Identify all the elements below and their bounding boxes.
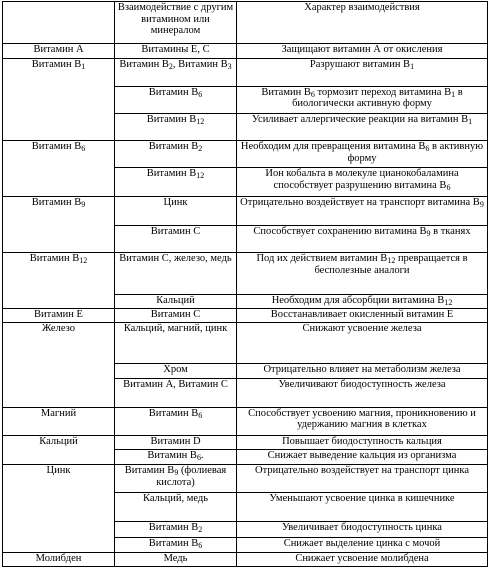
table-row xyxy=(3,407,488,435)
partner-cell: Кальций xyxy=(115,294,237,308)
header-cell-partner: Взаимодействие с другим витамином или минералом xyxy=(115,2,237,44)
partner-cell: Витамины Е, С xyxy=(115,44,237,58)
effect-cell: Отрицательно воздействует на транспорт цинка xyxy=(237,465,488,493)
nutrient-cell: Витамин $В_6$ xyxy=(3,141,115,196)
table-row xyxy=(3,44,488,58)
nutrient-cell: Витамин $В_{12}$ xyxy=(3,253,115,308)
partner-cell: Витамин $В_{12}$ xyxy=(115,113,237,140)
partner-cell: Витамин $В_6$ xyxy=(115,537,237,552)
table-row xyxy=(3,253,488,294)
effect-cell: Восстанавливает окисленный витамин Е xyxy=(237,308,488,322)
partner-cell: Витамин $В_2$ xyxy=(115,141,237,168)
nutrient-cell: Магний xyxy=(3,407,115,435)
effect-cell: Уменьшают усвоение цинка в кишечнике xyxy=(237,493,488,521)
nutrient-cell: Витамин $В_9$ xyxy=(3,196,115,252)
table-body xyxy=(3,2,488,567)
effect-cell: Усиливает аллергические реакции на витамин $В_1$ xyxy=(237,113,488,140)
nutrient-cell: Цинк xyxy=(3,465,115,553)
header-cell-effect: Характер взаимодействия xyxy=(237,2,488,44)
partner-cell: Витамин $В_6$ xyxy=(115,407,237,435)
effect-cell: Витамин $В_6$ тормозит переход витамина $В_1$ в биологически активную форму xyxy=(237,86,488,113)
effect-cell: Отрицательно влияет на метаболизм железа xyxy=(237,364,488,379)
effect-cell: Разрушают витамин $В_1$ xyxy=(237,58,488,86)
partner-cell: Витамин D xyxy=(115,435,237,449)
partner-cell: Витамин С xyxy=(115,225,237,252)
effect-cell: Необходим для абсорбции витамина $В_{12}$ xyxy=(237,294,488,308)
effect-cell: Отрицательно воздействует на транспорт витамина $В_9$ xyxy=(237,196,488,225)
nutrient-cell: Кальций xyxy=(3,435,115,464)
effect-cell: Снижают усвоение железа xyxy=(237,322,488,363)
effect-cell: Снижает выведение кальция из организма xyxy=(237,449,488,464)
effect-cell: Под их действием витамин $В_{12}$ превращается в бесполезные аналоги xyxy=(237,253,488,294)
partner-cell: Витамин $В_9$ (фолиевая кислота) xyxy=(115,465,237,493)
partner-cell: Витамин $В_6$ xyxy=(115,86,237,113)
effect-cell: Снижает выделение цинка с мочой xyxy=(237,537,488,552)
partner-cell: Витамин А, Витамин С xyxy=(115,379,237,407)
vitamin-interactions-table xyxy=(2,1,488,567)
table-row xyxy=(3,435,488,449)
table-row xyxy=(3,308,488,322)
partner-cell: Витамин $В_{12}$ xyxy=(115,168,237,196)
header-cell-empty xyxy=(3,2,115,44)
partner-cell: Цинк xyxy=(115,196,237,225)
partner-cell: Витамин $В_2$, Витамин $В_3$ xyxy=(115,58,237,86)
partner-cell: Витамин $В_2$ xyxy=(115,521,237,537)
nutrient-cell: Железо xyxy=(3,322,115,407)
table-row xyxy=(3,465,488,493)
table-row xyxy=(3,322,488,363)
partner-cell: Кальций, медь xyxy=(115,493,237,521)
nutrient-cell: Витамин А xyxy=(3,44,115,58)
effect-cell: Снижает усвоение молибдена xyxy=(237,552,488,566)
nutrient-cell: Молибден xyxy=(3,552,115,566)
table-row xyxy=(3,552,488,566)
partner-cell: Витамин $В_6$. xyxy=(115,449,237,464)
effect-cell: Необходим для превращения витамина $В_6$ в активную форму xyxy=(237,141,488,168)
partner-cell: Витамин С xyxy=(115,308,237,322)
effect-cell: Увеличивают биодоступность железа xyxy=(237,379,488,407)
table-row xyxy=(3,141,488,168)
effect-cell: Способствует усвоению магния, проникновению и удержанию магния в клетках xyxy=(237,407,488,435)
nutrient-cell: Витамин $В_1$ xyxy=(3,58,115,141)
effect-cell: Защищают витамин А от окисления xyxy=(237,44,488,58)
effect-cell: Повышает биодоступность кальция xyxy=(237,435,488,449)
table-row xyxy=(3,58,488,86)
effect-cell: Ион кобальта в молекуле цианокобаламина способствует разрушению витамина $В_6$ xyxy=(237,168,488,196)
nutrient-cell: Витамин Е xyxy=(3,308,115,322)
partner-cell: Медь xyxy=(115,552,237,566)
partner-cell: Кальций, магний, цинк xyxy=(115,322,237,363)
header-row xyxy=(3,2,488,44)
partner-cell: Хром xyxy=(115,364,237,379)
partner-cell: Витамин С, железо, медь xyxy=(115,253,237,294)
effect-cell: Способствует сохранению витамина $В_9$ в тканях xyxy=(237,225,488,252)
effect-cell: Увеличивает биодоступность цинка xyxy=(237,521,488,537)
table-row xyxy=(3,196,488,225)
